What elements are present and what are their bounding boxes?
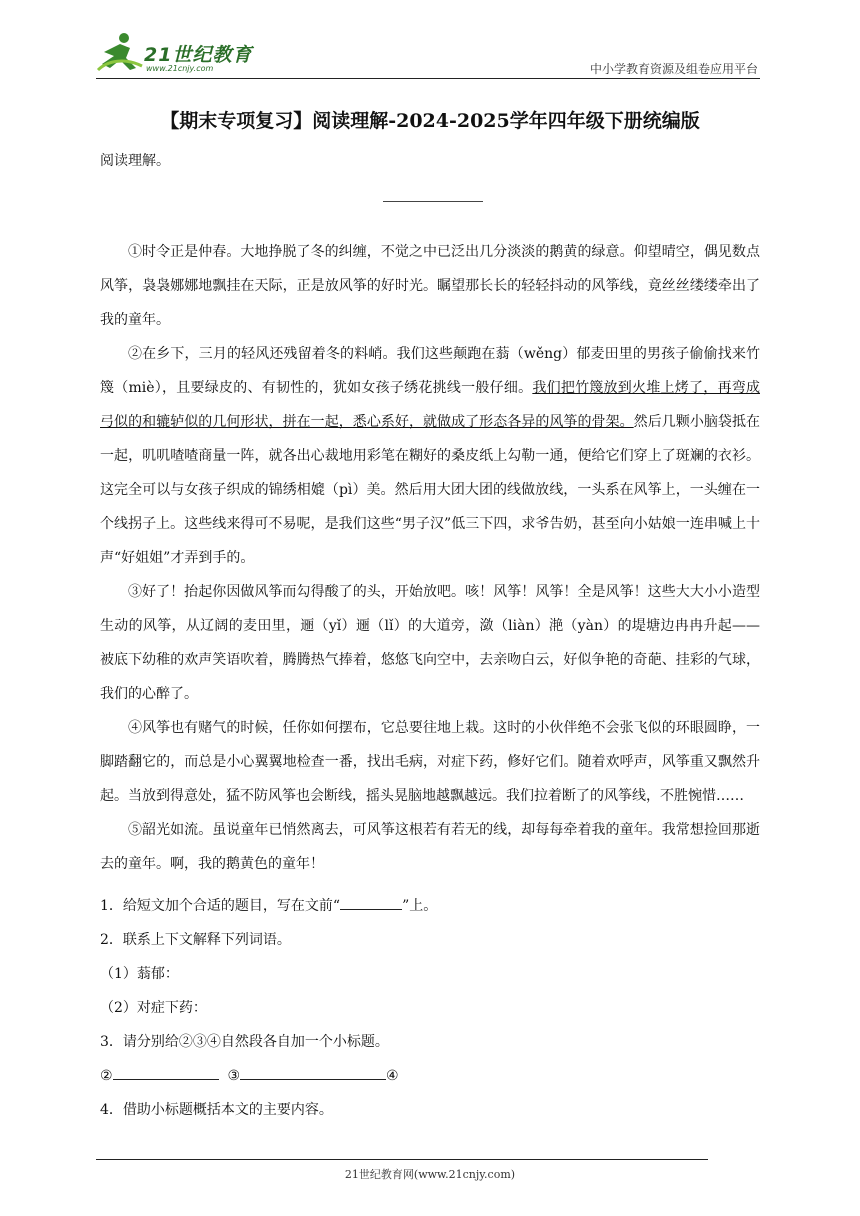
marker-2: ② [100, 1068, 113, 1084]
questions [100, 889, 760, 1127]
question-2-item-1: （1）蓊郁： [100, 966, 179, 982]
question-3-blanks [100, 1059, 760, 1093]
question-4: 4．借助小标题概括本文的主要内容。 [100, 1102, 333, 1118]
marker-3: ③ [227, 1068, 241, 1084]
paragraph-4: ④风筝也有赌气的时候，任你如何摆布，它总要往地上栽。这时的小伙伴绝不会张飞似的环眼圆睁，一脚踏翻它的，而总是小心翼翼地检查一番，找出毛病，对症下药，修好它们。随着欢呼声，风筝重又飘然升起。当放到得意处，猛不防风筝也会断线，摇头晃脑地越飘越远。我们拉着断了的风筝线，不胜惋惜…… [100, 720, 760, 804]
page-header [96, 30, 760, 79]
article [100, 235, 760, 881]
logo-text: 21世纪教育 [144, 44, 253, 66]
paragraph-1: ①时令正是仲春。大地挣脱了冬的纠缠，不觉之中已泛出几分淡淡的鹅黄的绿意。仰望晴空，偶见数点风筝，袅袅娜娜地飘挂在天际，正是放风筝的好时光。瞩望那长长的轻轻抖动的风筝线，竟丝丝缕缕牵出了我的童年。 [100, 244, 760, 328]
intro-text: 阅读理解。 [100, 153, 170, 169]
paragraph-2 [100, 337, 760, 575]
underlined-sentence: 我们把竹篾放到火堆上烤了，再弯成弓似的和辘轳似的几何形状，拼在一起，悉心系好，就做成了形态各异的风筝的骨架。 [100, 380, 760, 430]
paragraph-3: ③好了！抬起你因做风筝而勾得酸了的头，开始放吧。咳！风筝！风筝！全是风筝！这些大大小小造型生动的风筝，从辽阔的麦田里，逦（yǐ）逦（lǐ）的大道旁，潋（liàn）滟（yàn）的堤塘边冉冉升起——被底下幼稚的欢声笑语吹着，腾腾热气捧着，悠悠飞向空中，去亲吻白云，好似争艳的奇葩、挂彩的气球，我们的心醉了。 [100, 584, 760, 702]
subtitle-blank-3[interactable] [240, 1065, 386, 1080]
question-1 [100, 889, 760, 923]
runner-logo-icon [96, 30, 144, 74]
logo [96, 30, 266, 78]
platform-name: 中小学教育资源及组卷应用平台 [589, 62, 758, 76]
paragraph-2-part-b: 然后几颗小脑袋抵在一起，叽叽喳喳商量一阵，就各出心裁地用彩笔在糊好的桑皮纸上勾勒一通，便给它们穿上了斑斓的衣衫。这完全可以与女孩子织成的锦绣相媲（pì）美。然后用大团大团的线做放线，一头系在风筝上，一头缠在一个线拐子上。这些线来得可不易呢，是我们这些“男子汉”低三下四，求爷告奶，甚至向小姑娘一连串喊上十声“好姐姐”才弄到手的。 [100, 414, 761, 566]
question-1-text-a: 1．给短文加个合适的题目，写在文前“ [100, 898, 341, 914]
question-1-text-b: ”上。 [402, 898, 438, 914]
subtitle-blank-2[interactable] [113, 1065, 219, 1080]
question-3: 3．请分别给②③④自然段各自加一个小标题。 [100, 1034, 389, 1050]
title-answer-blank[interactable] [340, 895, 402, 910]
question-2-item-2: （2）对症下药： [100, 1000, 207, 1016]
footer-divider [96, 1159, 708, 1160]
paragraph-2-part-a: ②在乡下，三月的轻风还残留着冬的料峭。我们这些颠跑在蓊（wěng）郁麦田里的男孩子偷偷找来竹篾（miè），且要绿皮的、有韧性的，犹如女孩子绣花挑线一般仔细。 [100, 346, 760, 396]
logo-url: www.21cnjy.com [146, 64, 214, 73]
question-2: 2．联系上下文解释下列词语。 [100, 932, 291, 948]
marker-4: ④ [386, 1068, 399, 1084]
page-footer: 21世纪教育网(www.21cnjy.com) [344, 1168, 516, 1181]
page-title: 【期末专项复习】阅读理解-2024-2025学年四年级下册统编版 [160, 110, 700, 132]
title-blank-line [383, 201, 483, 202]
paragraph-5: ⑤韶光如流。虽说童年已悄然离去，可风筝这根若有若无的线，却每每牵着我的童年。我常想捡回那逝去的童年。啊，我的鹅黄色的童年！ [100, 822, 760, 872]
